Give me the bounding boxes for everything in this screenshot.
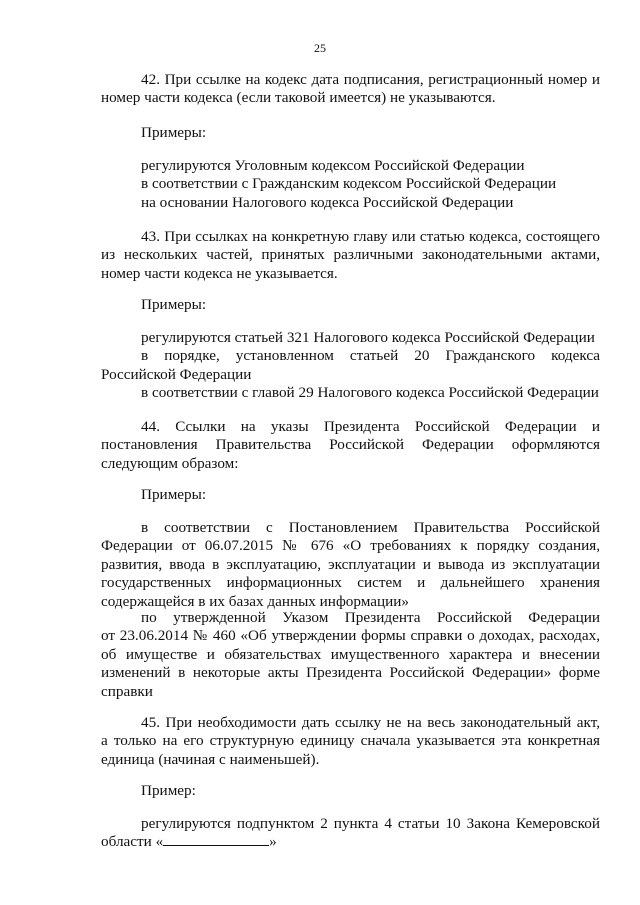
text-line: а только на его структурную единицу сначала указывается эта конкретная	[101, 732, 600, 750]
example-text: »	[269, 833, 277, 851]
examples-heading: Примеры:	[141, 486, 207, 503]
example-3-item-2	[101, 609, 600, 701]
example-4	[101, 815, 600, 852]
examples-heading-2	[101, 296, 600, 314]
paragraph-45	[101, 714, 600, 769]
example-line: регулируются Уголовным кодексом Российской Федерации	[141, 157, 525, 174]
example-line: на основании Налогового кодекса Российской Федерации	[141, 193, 514, 211]
example-line: развития, ввода в эксплуатацию, эксплуатации и вывода из эксплуатации	[101, 555, 600, 573]
examples-heading-1	[101, 124, 600, 142]
text-line: постановления Правительства Российской Федерации оформляются	[101, 436, 600, 454]
example-line: об имуществе и обязательствах имущественного характера и внесении	[101, 645, 600, 663]
example-line: от 23.06.2014 № 460 «Об утверждении формы справки о доходах, расходах,	[101, 627, 600, 645]
text-line: единица (начиная с наименьшей).	[101, 750, 320, 768]
examples-heading: Пример:	[141, 782, 196, 799]
text-line: 42. При ссылке на кодекс дата подписания, регистрационный номер и	[141, 71, 600, 88]
example-line: Российской Федерации	[101, 365, 252, 383]
example-line: справки	[101, 682, 153, 700]
example-line: содержащейся в их базах данных информации»	[101, 592, 409, 610]
text-line: номер части кодекса (если таковой имеется) не указываются.	[101, 89, 496, 107]
example-line-with-blank	[101, 833, 600, 851]
paragraph-43	[101, 228, 600, 283]
example-line: регулируются статьей 321 Налогового кодекса Российской Федерации	[141, 329, 595, 346]
example-line: в соответствии с главой 29 Налогового кодекса Российской Федерации	[141, 384, 599, 402]
examples-heading-3	[101, 486, 600, 504]
examples-list-1	[101, 157, 600, 212]
example-line: в соответствии с Гражданским кодексом Российской Федерации	[141, 175, 557, 193]
text-line: следующим образом:	[101, 454, 239, 472]
example-line: Федерации от 06.07.2015 № 676 «О требованиях к порядку создания,	[101, 537, 600, 555]
examples-heading: Примеры:	[141, 124, 207, 141]
example-line: по утвержденной Указом Президента Российской Федерации	[141, 609, 600, 626]
page-number: 25	[314, 41, 326, 55]
example-3-item-1	[101, 519, 600, 611]
paragraph-42	[101, 71, 600, 108]
example-heading-4	[101, 782, 600, 800]
example-line: в порядке, установленном статьей 20 Гражданского кодекса	[141, 347, 600, 365]
text-line: номер части кодекса не указывается.	[101, 264, 338, 282]
examples-list-2	[101, 329, 600, 403]
example-line: государственных информационных систем и дальнейшего хранения	[101, 574, 600, 592]
example-line: регулируются подпунктом 2 пункта 4 статьи 10 Закона Кемеровской	[141, 815, 600, 832]
blank-underline	[163, 833, 269, 846]
text-line: 45. При необходимости дать ссылку не на весь законодательный акт,	[141, 714, 600, 731]
text-line: 44. Ссылки на указы Президента Российской Федерации и	[141, 418, 600, 435]
example-line: изменений в некоторые акты Президента Российской Федерации» форме	[101, 664, 600, 682]
example-line: в соответствии с Постановлением Правительства Российской	[141, 519, 600, 536]
text-line: 43. При ссылках на конкретную главу или статью кодекса, состоящего	[141, 228, 600, 245]
text-line: из нескольких частей, принятых различными законодательными актами,	[101, 246, 600, 264]
examples-heading: Примеры:	[141, 296, 207, 313]
paragraph-44	[101, 418, 600, 473]
example-text: области «	[101, 833, 164, 851]
